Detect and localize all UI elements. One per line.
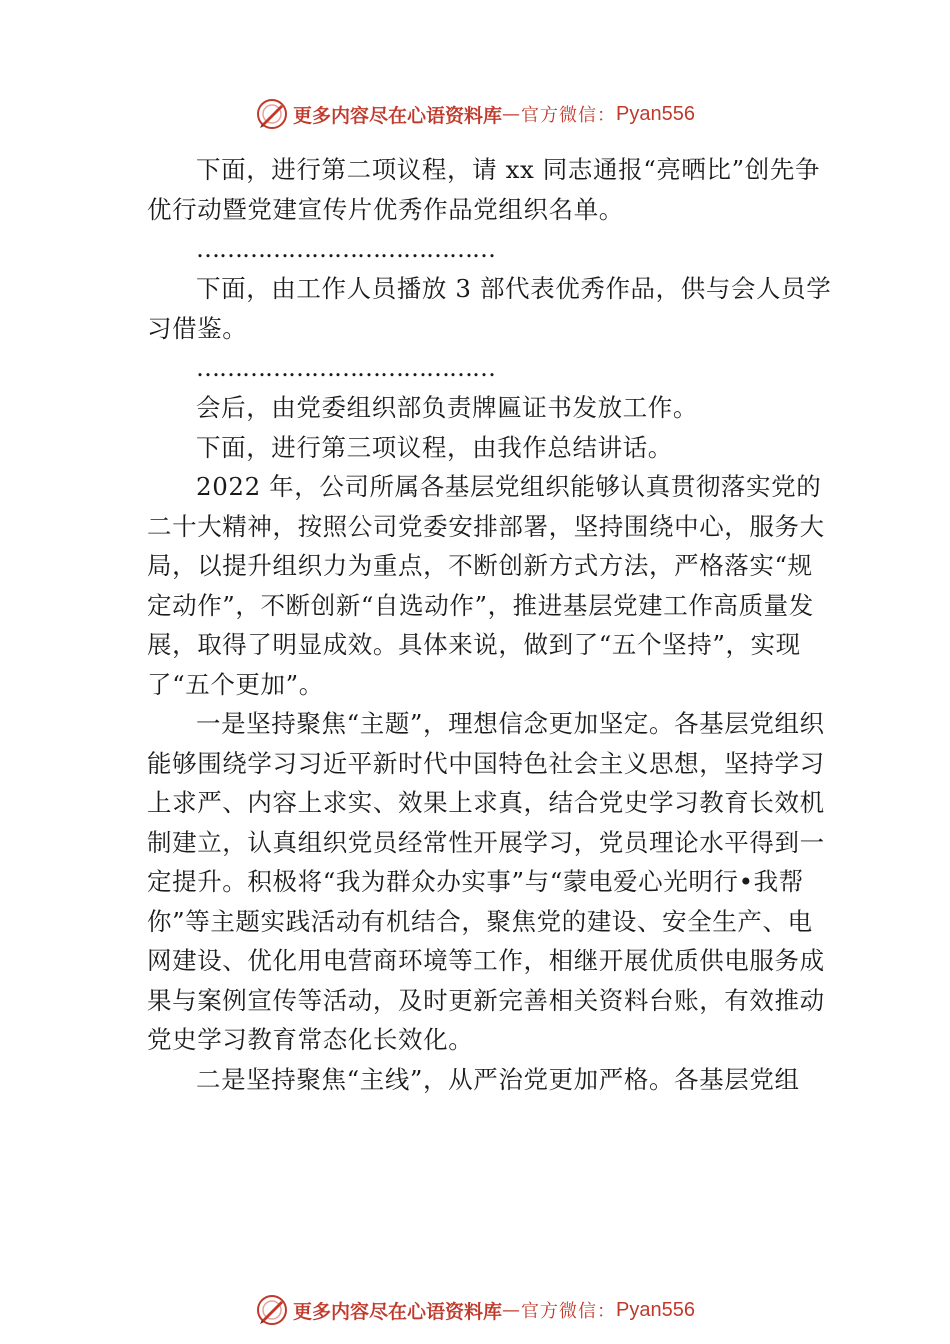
paragraph-point-two: 二是坚持聚焦“主线”，从严治党更加严格。各基层党组	[196, 1064, 800, 1094]
banner-wechat-id: Pyan556	[616, 1298, 695, 1321]
banner-main-text: 更多内容尽在心语资料库	[293, 104, 503, 127]
banner-wechat-id: Pyan556	[616, 102, 695, 125]
paragraph-play-works: 下面，由工作人员播放 3 部代表优秀作品，供与会人员学习借鉴。	[147, 274, 832, 343]
footer-banner	[0, 1290, 950, 1330]
banner-dash: —	[502, 103, 522, 125]
pen-logo-icon	[255, 97, 289, 131]
pen-logo-icon	[255, 1293, 289, 1327]
document-body	[147, 150, 837, 1099]
banner-official-label: 官方微信：	[521, 1301, 617, 1322]
paragraph-point-one: 一是坚持聚焦“主题”，理想信念更加坚定。各基层党组织能够围绕学习习近平新时代中国特色社会主义思想，坚持学习上求严、内容上求实、效果上求真，结合党史学习教育长效机制建立，认真组织党员经常性开展学习，党员理论水平得到一定提升。积极将“我为群众办实事”与“蒙电爱心光明行•我帮你”等主题实践活动有机结合，聚焦党的建设、安全生产、电网建设、优化用电营商环境等工作，相继开展优质供电服务成果与案例宣传等活动，及时更新完善相关资料台账，有效推动党史学习教育常态化长效化。	[147, 709, 825, 1054]
paragraph-agenda-three: 下面，进行第三项议程，由我作总结讲话。	[196, 432, 673, 462]
banner-dash: —	[502, 1299, 522, 1321]
paragraph-after-meeting: 会后，由党委组织部负责牌匾证书发放工作。	[196, 393, 698, 422]
ellipsis-divider: …………………………………	[196, 354, 495, 382]
banner-official-label: 官方微信：	[521, 105, 617, 126]
paragraph-agenda-two: 下面，进行第二项议程，请 xx 同志通报“亮晒比”创先争优行动暨党建宣传片优秀作品党组织名单。	[147, 155, 821, 224]
paragraph-summary-2022: 2022 年，公司所属各基层党组织能够认真贯彻落实党的二十大精神，按照公司党委安排部署，坚持围绕中心，服务大局，以提升组织力为重点，不断创新方式方法，严格落实“规定动作”，不断创新“自选动作”，推进基层党建工作高质量发展，取得了明显成效。具体来说，做到了“五个坚持”，实现了“五个更加”。	[147, 472, 825, 699]
banner-main-text: 更多内容尽在心语资料库	[293, 1300, 503, 1323]
ellipsis-divider: …………………………………	[196, 235, 495, 263]
header-banner	[0, 94, 950, 134]
